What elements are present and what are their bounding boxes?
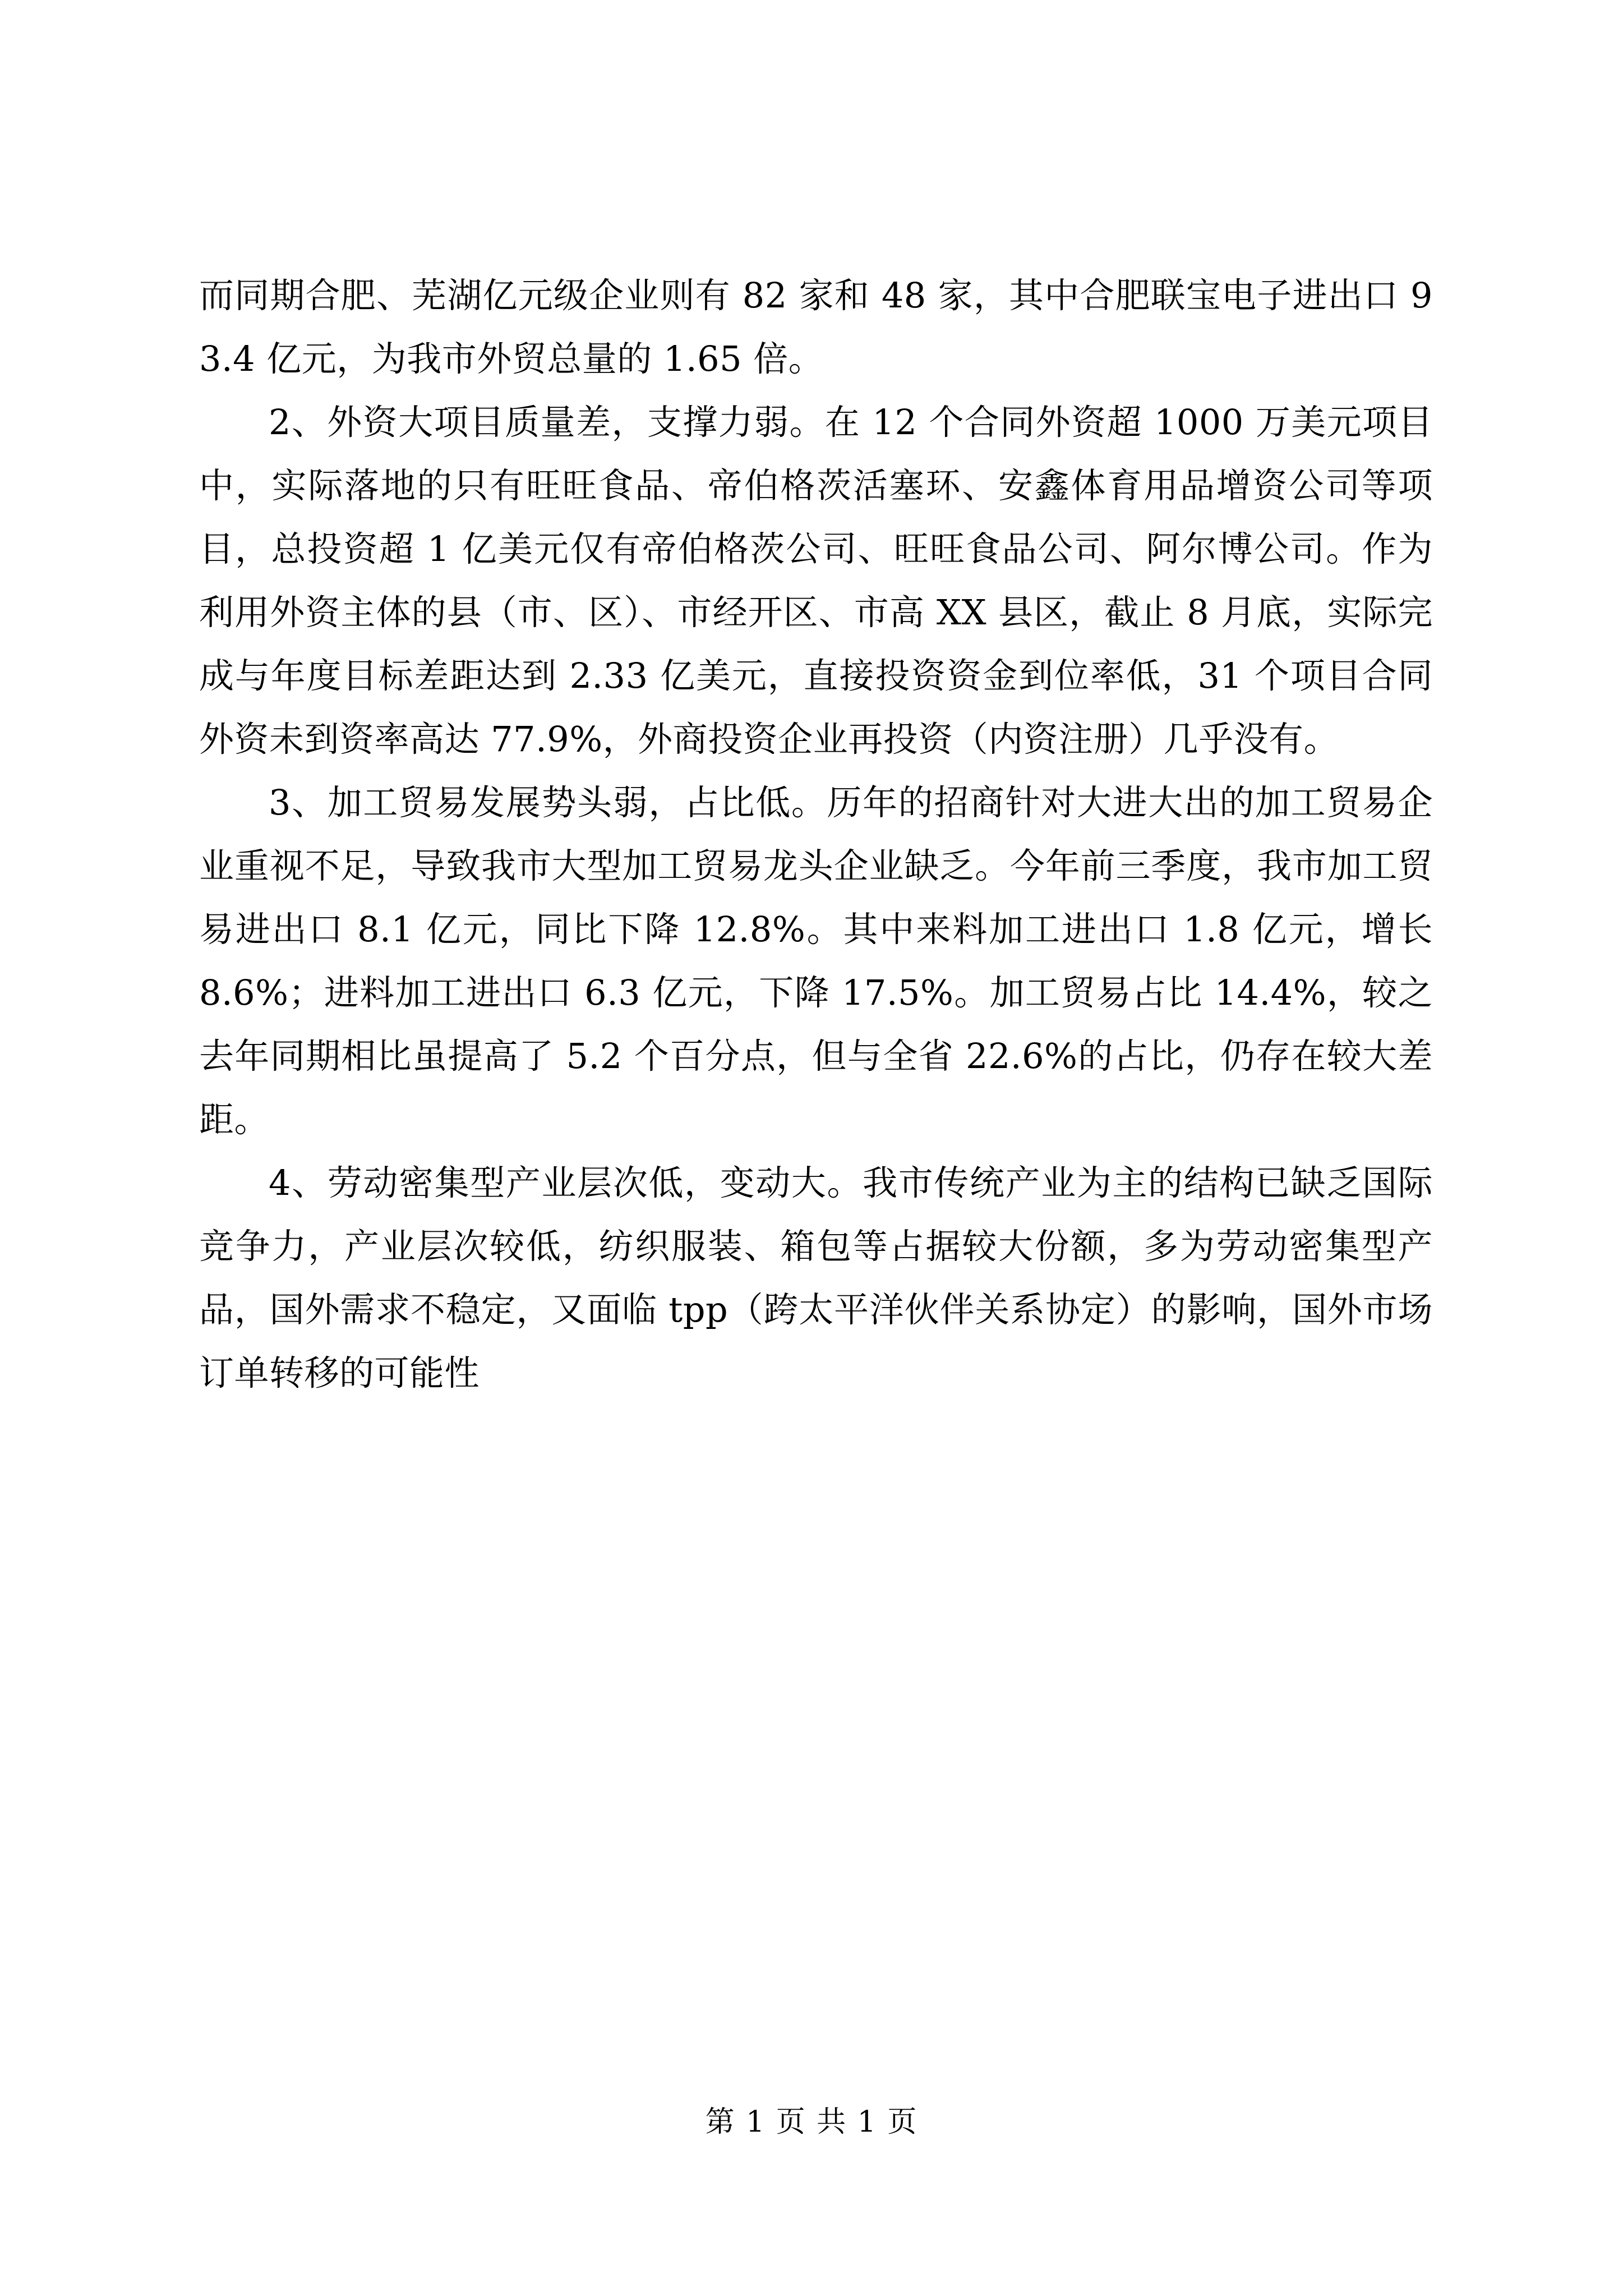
- paragraph-3: 3、加工贸易发展势头弱，占比低。历年的招商针对大进大出的加工贸易企业重视不足，导致我市大型加工贸易龙头企业缺乏。今年前三季度，我市加工贸易进出口 8.1 亿元，同比下降 12.8%。其中来料加工进出口 1.8 亿元，增长 8.6%；进料加工进出口 6.3 亿元，下降 17.5%。加工贸易占比 14.4%，较之去年同期相比虽提高了 5.2 个百分点，但与全省 22.6%的占比，仍存在较大差距。: [199, 782, 1445, 1140]
- document-body: [199, 264, 1445, 1405]
- paragraph-2: 2、外资大项目质量差，支撑力弱。在 12 个合同外资超 1000 万美元项目中，实际落地的只有旺旺食品、帝伯格茨活塞环、安鑫体育用品增资公司等项目，总投资超 1 亿美元仅有帝伯格茨公司、旺旺食品公司、阿尔博公司。作为利用外资主体的县（市、区）、市经开区、市高 XX 县区，截止 8 月底，实际完成与年度目标差距达到 2.33 亿美元，直接投资资金到位率低，31 个项目合同外资未到资率高达 77.9%，外商投资企业再投资（内资注册）几乎没有。: [199, 402, 1433, 760]
- paragraph-1: 而同期合肥、芜湖亿元级企业则有 82 家和 48 家，其中合肥联宝电子进出口 93.4 亿元，为我市外贸总量的 1.65 倍。: [199, 275, 1433, 379]
- paragraph-4: 4、劳动密集型产业层次低，变动大。我市传统产业为主的结构已缺乏国际竞争力，产业层次较低，纺织服装、箱包等占据较大份额，多为劳动密集型产品，国外需求不稳定，又面临 tpp（跨太平洋伙伴关系协定）的影响，国外市场订单转移的可能性: [199, 1162, 1433, 1393]
- page-footer: 第 1 页 共 1 页: [705, 2105, 918, 2139]
